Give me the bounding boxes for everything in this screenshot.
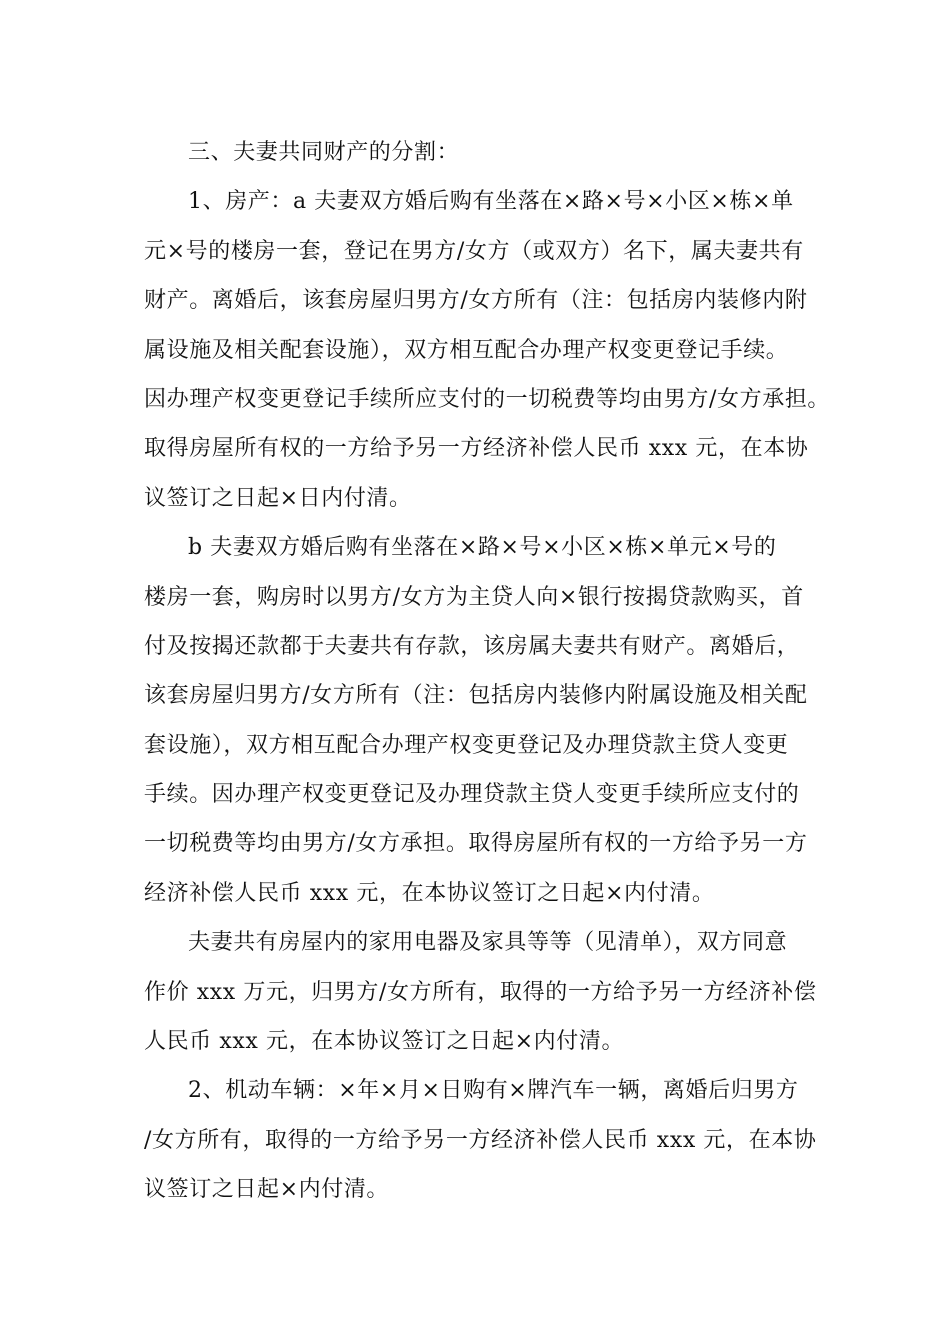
paragraph-vehicle — [144, 1066, 820, 1214]
text-line: 楼房一套，购房时以男方/女方为主贷人向×银行按揭贷款购买，首 — [144, 584, 804, 610]
text-line: 财产。离婚后，该套房屋归男方/女方所有（注：包括房内装修内附 — [144, 288, 808, 314]
text-line: b 夫妻双方婚后购有坐落在×路×号×小区×栋×单元×号的 — [188, 535, 777, 561]
section-heading: 三、夫妻共同财产的分割： — [188, 140, 460, 165]
text-line: 取得房屋所有权的一方给予另一方经济补偿人民币 xxx 元，在本协 — [144, 436, 809, 462]
text-line: 人民币 xxx 元，在本协议签订之日起×内付清。 — [144, 1029, 625, 1055]
paragraph-appliances — [144, 918, 820, 1066]
text-line: /女方所有，取得的一方给予另一方经济补偿人民币 xxx 元，在本协 — [144, 1127, 817, 1153]
text-line: 属设施及相关配套设施），双方相互配合办理产权变更登记手续。 — [144, 337, 789, 363]
text-line: 该套房屋归男方/女方所有（注：包括房内装修内附属设施及相关配 — [144, 683, 808, 709]
text-line: 作价 xxx 万元，归男方/女方所有，取得的一方给予另一方经济补偿 — [144, 979, 817, 1005]
text-line: 议签订之日起×内付清。 — [144, 1177, 390, 1203]
text-line: 2、机动车辆：×年×月×日购有×牌汽车一辆，离婚后归男方 — [188, 1078, 799, 1104]
text-line: 元×号的楼房一套，登记在男方/女方（或双方）名下，属夫妻共有 — [144, 238, 804, 264]
paragraph-house-b — [144, 523, 820, 918]
text-line: 夫妻共有房屋内的家用电器及家具等等（见清单），双方同意 — [188, 930, 788, 956]
text-line: 手续。因办理产权变更登记及办理贷款主贷人变更手续所应支付的 — [144, 782, 800, 808]
paragraph-house-a — [144, 177, 831, 523]
text-line: 套设施），双方相互配合办理产权变更登记及办理贷款主贷人变更 — [144, 732, 789, 758]
text-line: 一切税费等均由男方/女方承担。取得房屋所有权的一方给予另一方 — [144, 831, 808, 857]
document-body — [144, 128, 831, 1215]
text-line: 付及按揭还款都于夫妻共有存款，该房属夫妻共有财产。离婚后， — [144, 633, 800, 659]
text-line: 因办理产权变更登记手续所应支付的一切税费等均由男方/女方承担。 — [144, 386, 831, 412]
text-line: 1、房产：a 夫妻双方婚后购有坐落在×路×号×小区×栋×单 — [188, 189, 794, 215]
text-line: 议签订之日起×日内付清。 — [144, 485, 412, 511]
text-line: 经济补偿人民币 xxx 元，在本协议签订之日起×内付清。 — [144, 880, 715, 906]
